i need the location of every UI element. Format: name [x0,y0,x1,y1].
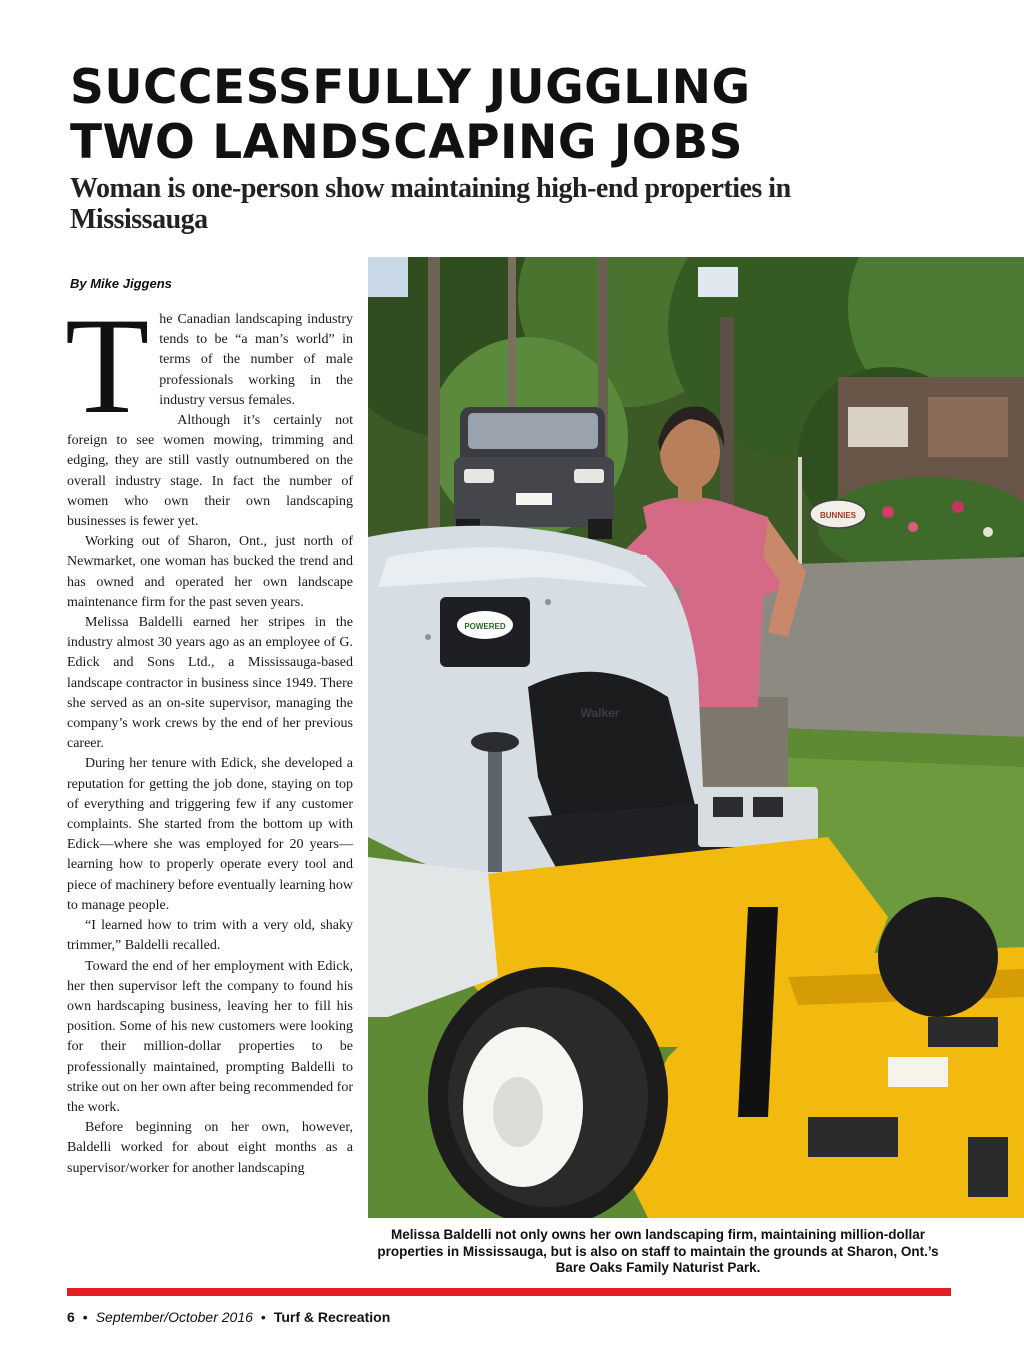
paragraph-2: Although it’s certainly not foreign to see women mowing, trimming and edging, they are still vastly outnumbered on the overall industry stage. In fact the number of women who own their own landscaping businesses is fewer yet. [67,413,353,530]
paragraph-5: During her tenure with Edick, she developed a reputation for getting the job done, staying on top of everything and triggering few if any customer complaints. She started from the bottom up with Edick—where she was employed for 20 years—learning how to properly operate every tool and piece of machinery before eventually learning how to manage people. [67,756,353,913]
headline-line-1: SUCCESSFULLY JUGGLING [70,60,751,115]
subheadline: Woman is one-person show maintaining high-end properties in Mississauga [70,173,791,235]
paragraph-1-text: he Canadian landscaping industry tends to be “a man’s world” in terms of the number of male professionals working in the industry versus females. [159,312,353,408]
byline: By Mike Jiggens [70,276,172,291]
paragraph-7: Toward the end of her employment with Edick, her then supervisor left the company to found his own hardscaping business, leaving her to fill his position. Some of his new customers were looking for their million-dollar properties to be professionally maintained, prompting Baldelli to strike out on her own after being recommended for the work. [67,958,353,1115]
issue-date: September/October 2016 [95,1309,253,1325]
footer-red-rule [67,1288,951,1296]
drop-cap: T [65,289,150,442]
headline-line-2: TWO LANDSCAPING JOBS [70,115,743,170]
article-body [65,289,353,1179]
photo-illustration [368,257,1024,1218]
sign-text: BUNNIES [819,511,857,520]
paragraph-3: Working out of Sharon, Ont., just north of Newmarket, one woman has bucked the trend and has owned and operated her own landscape maintenance firm for the past seven years. [67,534,353,610]
paragraph-1 [65,289,353,442]
magazine-name: Turf & Recreation [273,1309,391,1325]
paragraph-8: Before beginning on her own, however, Baldelli worked for about eight months as a supervisor/worker for another landscaping [67,1120,353,1176]
paragraph-4: Melissa Baldelli earned her stripes in the industry almost 30 years ago as an employee of G. Edick and Sons Ltd., a Mississauga-based landscape contractor in business since 1949. There she served as an on-site supervisor, managing the company’s work crews by the end of her previous career. [67,615,353,752]
seat-brand-text: Walker [580,706,620,720]
parked-suv [454,407,614,539]
hood-badge-text: POWERED [464,622,506,631]
article-photo [368,257,1024,1218]
paragraph-6: “I learned how to trim with a very old, shaky trimmer,” Baldelli recalled. [67,918,353,954]
footer-bullet-2: • [260,1309,266,1325]
photo-caption: Melissa Baldelli not only owns her own landscaping firm, maintaining million-dollar properties in Mississauga, but is also on staff to maintain the grounds at Sharon, Ont.’s Bare Oaks Family Naturist Park. [377,1227,939,1275]
page-number: 6 [67,1309,75,1325]
footer-bullet-1: • [82,1309,88,1325]
headline [70,60,970,170]
page-footer [67,1309,390,1325]
